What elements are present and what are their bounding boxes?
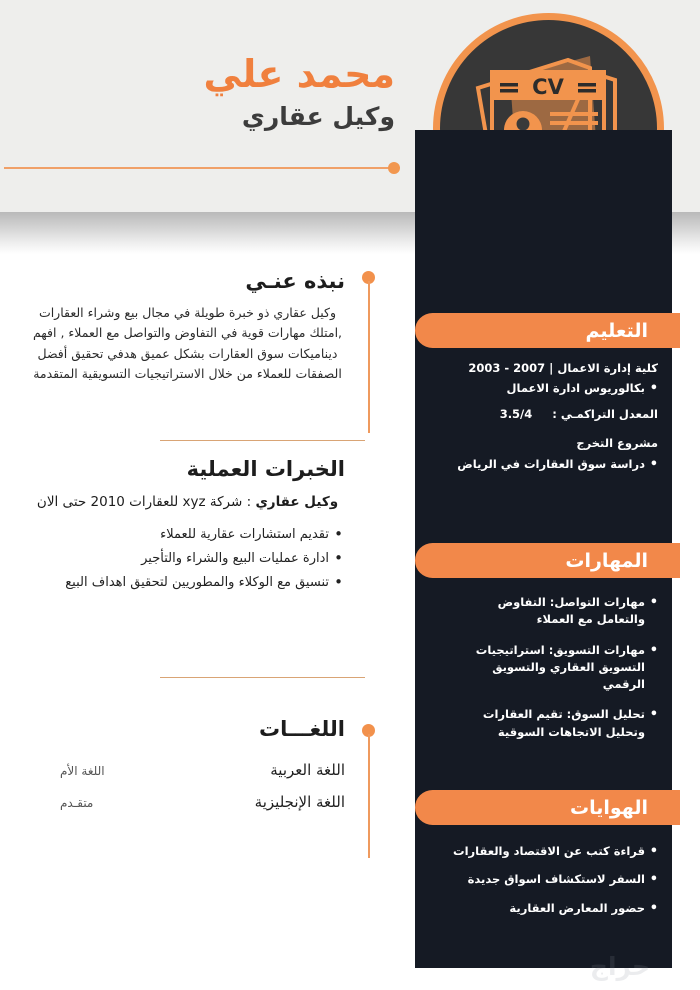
job-title: وكيل عقاري (241, 101, 395, 131)
languages-heading: اللغـــات (258, 717, 345, 741)
experience-role-label: وكيل عقاري (255, 494, 339, 511)
list-item: • تنسيق مع الوكلاء والمطوريين لتحقيق اهداف البيع (30, 574, 345, 593)
experience-role-detail: : شركة xyz للعقارات 2010 حتى الان (36, 494, 252, 511)
divider-about-experience (160, 440, 365, 441)
about-heading: نبذه عنـي (245, 269, 345, 293)
list-item: • قراءة كتب عن الاقتصاد والعقارات (451, 843, 658, 860)
skills-list (451, 594, 658, 741)
name-block (95, 52, 395, 131)
language-row (60, 793, 345, 811)
list-item: • تحليل السوق: تقيم العقارات وتحليل الاتجاهات السوقية (451, 706, 658, 741)
list-item: • ادارة عمليات البيع والشراء والتأجير (30, 550, 345, 569)
languages-accent-line (368, 734, 370, 858)
language-name: اللغة العربية (270, 761, 345, 780)
education-degree-list (451, 380, 658, 397)
list-item: • حضور المعارض العقارية (451, 900, 658, 917)
gpa-value: 3.5/4 (499, 407, 533, 422)
page-title: محمد علي (203, 52, 395, 96)
graduation-project-list (451, 456, 658, 473)
list-item: • بكالوريوس ادارة الاعمال (451, 380, 658, 397)
language-level: اللغة الأم (60, 764, 105, 779)
hobbies-body (437, 825, 680, 917)
about-accent-line (368, 281, 370, 433)
section-education (415, 313, 680, 476)
header-rule-dot (388, 162, 400, 174)
section-languages (60, 718, 345, 811)
skills-heading: المهارات (565, 549, 648, 572)
skills-header-bar (415, 543, 680, 578)
hobbies-heading: الهوايات (570, 796, 648, 819)
experience-list (30, 526, 345, 593)
cv-badge-label: CV (532, 75, 564, 99)
section-skills (415, 543, 680, 744)
section-hobbies (415, 790, 680, 920)
header-rule (4, 167, 394, 169)
education-header-bar (415, 313, 680, 348)
experience-role (30, 493, 345, 512)
hobbies-list (451, 843, 658, 917)
education-body (437, 348, 680, 473)
section-experience (30, 458, 345, 598)
education-heading: التعليم (585, 319, 648, 342)
language-name: اللغة الإنجليزية (254, 793, 345, 812)
divider-experience-languages (160, 677, 365, 678)
about-text: وكيل عقاري ذو خبرة طويلة في مجال بيع وشراء العقارات ,امتلك مهارات قوية في التفاوض والتواصل مع العملاء , افهم ديناميكات سوق العقارات بشكل عميق هدفي تحقيق أفضل الصفقات للعملاء من خلال الاستراتيجيات التسويقية المتقدمة (32, 305, 343, 381)
experience-heading: الخبرات العملية (186, 457, 345, 481)
education-gpa-row (451, 406, 658, 424)
list-item: • مهارات التواصل: التفاوض والتعامل مع العملاء (451, 594, 658, 629)
hobbies-header-bar (415, 790, 680, 825)
list-item: • دراسة سوق العقارات في الرياض (451, 456, 658, 473)
list-item: • السفر لاستكشاف اسواق جديدة (451, 871, 658, 888)
list-item: • مهارات التسويق: استراتيجيات التسويق العقاري والتسويق الرقمي (451, 642, 658, 694)
graduation-project-label: مشروع التخرج (576, 435, 658, 450)
list-item: • تقديم استشارات عقارية للعملاء (30, 526, 345, 545)
skills-body (437, 578, 680, 741)
language-level: متقـدم (60, 796, 94, 811)
watermark: حراج (589, 952, 651, 981)
gpa-label: المعدل التراكمـي : (552, 407, 658, 422)
language-row (60, 761, 345, 779)
education-line1: كلية إدارة الاعمال | 2007 - 2003 (468, 361, 658, 375)
section-about (30, 270, 345, 384)
